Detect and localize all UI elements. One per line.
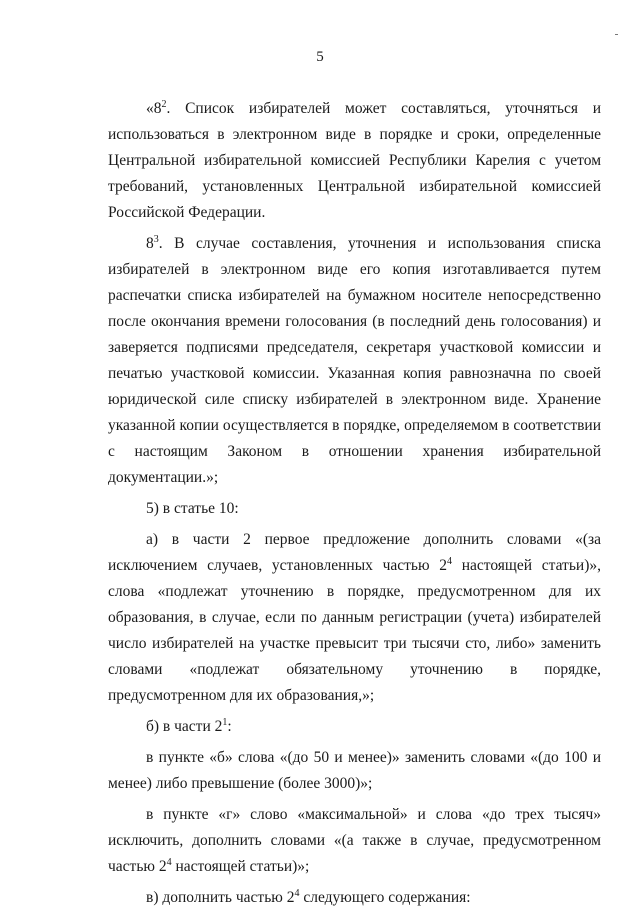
superscript: 1 — [222, 717, 228, 728]
paragraph — [108, 96, 601, 226]
superscript: 4 — [294, 888, 300, 899]
text-run: . В случае составления, уточнения и использования списка избирателей в электронном виде его копия изготавливается путем распечатки списка избирателей на бумажном носителе непосредственно после окончания времени голосования (в последний день голосования) и заверяется подписями председателя, секретаря участковой комиссии и печатью участковой комиссии. Указанная копия равнозначна по своей юридической силе списку избирателей в электронном виде. Хранение указанной копии осуществляется в порядке, определяемом в соответствии с настоящим Законом в отношении хранения избирательной документации.»; — [108, 235, 601, 486]
text-run: следующего содержания: — [299, 889, 471, 906]
superscript: 4 — [447, 556, 453, 567]
superscript: 2 — [161, 99, 167, 110]
text-run: 8 — [146, 235, 154, 252]
document-text — [108, 96, 601, 916]
text-run: 5) в статье 10: — [146, 500, 239, 517]
paragraph — [108, 802, 601, 880]
text-run: в пункте «б» слова «(до 50 и менее)» заменить словами «(до 100 и менее) либо превышение (более 3000)»; — [108, 749, 601, 792]
scan-mark — [615, 34, 618, 35]
superscript: 4 — [166, 857, 172, 868]
text-run: «8 — [146, 100, 162, 117]
text-run: в пункте «г» слово «максимальной» и слова «до трех тысяч» исключить, дополнить словами «(а также в случае, предусмотренном частью 2 — [108, 806, 601, 875]
paragraph — [108, 885, 601, 911]
text-run: в) дополнить частью 2 — [146, 889, 295, 906]
paragraph — [108, 745, 601, 797]
superscript: 3 — [153, 234, 159, 245]
text-run: : — [227, 718, 232, 735]
paragraph — [108, 231, 601, 491]
paragraph — [108, 527, 601, 709]
paragraph — [108, 714, 601, 740]
page-number: 5 — [316, 49, 324, 65]
text-run: настоящей статьи)»; — [171, 858, 310, 875]
text-run: б) в части 2 — [146, 718, 223, 735]
paragraph — [108, 496, 601, 522]
text-run: а) в части 2 первое предложение дополнить словами «(за исключением случаев, установленных частью 2 — [108, 531, 601, 574]
text-run: настоящей статьи)», слова «подлежат уточнению в порядке, предусмотренном для их образования, в случае, если по данным регистрации (учета) избирателей число избирателей на участке превысит три тысячи сто, либо» заменить словами «подлежат обязательному уточнению в порядке, предусмотренном для их образования,»; — [108, 557, 601, 704]
text-run: . Список избирателей может составляться, уточняться и использоваться в электронном виде в порядке и сроки, определенные Центральной избирательной комиссией Республики Карелия с учетом требований, установленных Центральной избирательной комиссией Российской Федерации. — [108, 100, 601, 221]
